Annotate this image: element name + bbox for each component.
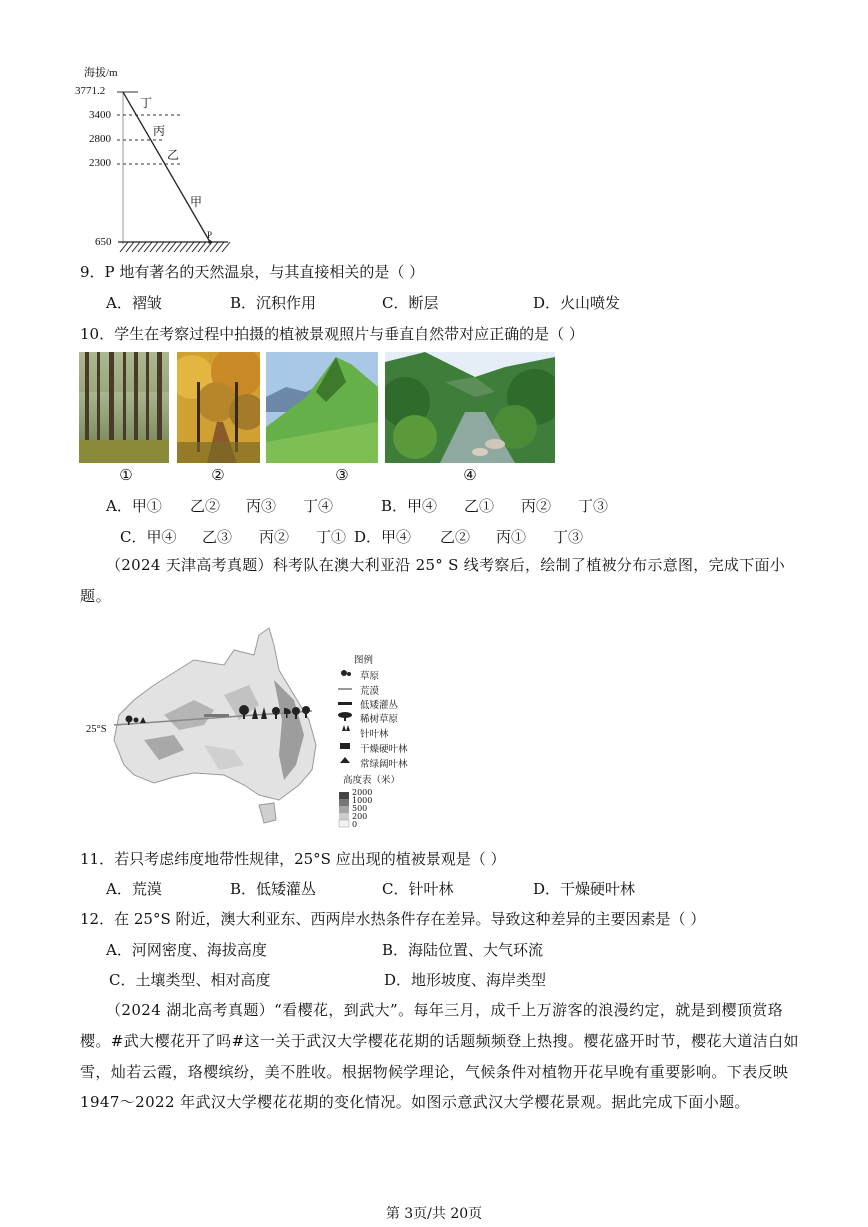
q10-opt-d-ding: 丁③ bbox=[553, 528, 584, 546]
legend-low-shrub: 低矮灌丛 bbox=[360, 700, 399, 711]
australia-vegetation-map bbox=[84, 625, 434, 830]
q10-opt-c-jia: C．甲④ bbox=[120, 528, 177, 546]
q9-option-b: B．沉积作用 bbox=[230, 294, 317, 312]
q11-option-d: D．干燥硬叶林 bbox=[533, 880, 636, 898]
elevation-500: 500 bbox=[352, 804, 368, 813]
q10-opt-a-jia: A．甲① bbox=[106, 497, 162, 515]
q11-option-a: A．荒漠 bbox=[106, 880, 162, 898]
q9-stem: 9．P 地有著名的天然温泉，与其直接相关的是（ ） bbox=[80, 263, 425, 281]
q10-opt-a-yi: 乙② bbox=[190, 497, 221, 515]
photo-1-coniferous-forest bbox=[79, 352, 169, 463]
q10-opt-c-bing: 丙② bbox=[259, 528, 290, 546]
q12-option-a: A．河网密度、海拔高度 bbox=[106, 941, 267, 959]
q10-opt-b-yi: 乙① bbox=[464, 497, 495, 515]
photo-3-alpine-meadow bbox=[266, 352, 378, 463]
profile-yaxis-label: 海拔/m bbox=[84, 67, 118, 79]
intro-tianjin-line2: 题。 bbox=[80, 587, 112, 605]
legend-savanna: 稀树草原 bbox=[360, 714, 399, 725]
elevation-1000: 1000 bbox=[352, 796, 373, 805]
profile-tick-650: 650 bbox=[95, 236, 112, 248]
intro-hubei-line2: 樱。#武大樱花开了吗#这一关于武汉大学樱花花期的话题频频登上热搜。樱花盛开时节，樱花大道洁白如 bbox=[80, 1032, 799, 1050]
q11-option-b: B．低矮灌丛 bbox=[230, 880, 317, 898]
q10-opt-a-ding: 丁④ bbox=[303, 497, 334, 515]
point-p: P bbox=[207, 230, 213, 240]
legend-evergreen-broadleaf: 常绿阔叶林 bbox=[360, 759, 408, 770]
q10-opt-a-bing: 丙③ bbox=[246, 497, 277, 515]
elevation-scale-title: 高度表（米） bbox=[343, 775, 401, 786]
q9-option-d: D．火山喷发 bbox=[533, 294, 621, 312]
q9-option-a: A．褶皱 bbox=[106, 294, 162, 312]
q12-option-c: C．土壤类型、相对高度 bbox=[109, 971, 271, 989]
legend-grassland: 草原 bbox=[360, 671, 380, 682]
elevation-200: 200 bbox=[352, 812, 368, 821]
q11-option-c: C．针叶林 bbox=[382, 880, 454, 898]
q10-opt-b-jia: B．甲④ bbox=[381, 497, 438, 515]
q10-opt-b-bing: 丙② bbox=[521, 497, 552, 515]
photo-4-evergreen-broadleaf-forest bbox=[385, 352, 555, 463]
q12-option-d: D．地形坡度、海岸类型 bbox=[384, 971, 547, 989]
page-footer: 第 3页/共 20页 bbox=[385, 1206, 483, 1222]
profile-tick-2300: 2300 bbox=[89, 157, 111, 169]
intro-tianjin-line1: （2024 天津高考真题）科考队在澳大利亚沿 25° S 线考察后，绘制了植被分布示意图，完成下面小 bbox=[106, 556, 786, 574]
photo-caption-3: ③ bbox=[335, 466, 349, 484]
q10-opt-d-bing: 丙① bbox=[496, 528, 527, 546]
q12-option-b: B．海陆位置、大气环流 bbox=[382, 941, 544, 959]
legend-sclerophyll: 干燥硬叶林 bbox=[360, 744, 408, 755]
photo-caption-2: ② bbox=[211, 466, 225, 484]
photo-2-deciduous-forest bbox=[177, 352, 260, 463]
q10-opt-d-jia: D．甲④ bbox=[354, 528, 412, 546]
q11-stem: 11．若只考虑纬度地带性规律，25°S 应出现的植被景观是（ ） bbox=[80, 850, 506, 868]
zone-ding: 丁 bbox=[140, 96, 153, 110]
zone-jia: 甲 bbox=[190, 195, 203, 209]
q10-opt-d-yi: 乙② bbox=[440, 528, 471, 546]
elevation-0: 0 bbox=[352, 820, 358, 829]
q10-opt-c-yi: 乙③ bbox=[202, 528, 233, 546]
zone-bing: 丙 bbox=[153, 124, 166, 138]
intro-hubei-line1: （2024 湖北高考真题）“看樱花，到武大”。每年三月，成千上万游客的浪漫约定，就是到樱顶赏珞 bbox=[106, 1001, 784, 1019]
q10-opt-c-ding: 丁① bbox=[316, 528, 347, 546]
legend-coniferous: 针叶林 bbox=[360, 729, 389, 740]
q10-opt-b-ding: 丁③ bbox=[578, 497, 609, 515]
q12-stem: 12．在 25°S 附近，澳大利亚东、西两岸水热条件存在差异。导致这种差异的主要因素是（ ） bbox=[80, 910, 706, 928]
q10-stem: 10．学生在考察过程中拍摄的植被景观照片与垂直自然带对应正确的是（ ） bbox=[80, 325, 584, 343]
elevation-2000: 2000 bbox=[352, 788, 373, 797]
profile-tick-2800: 2800 bbox=[89, 133, 111, 145]
zone-yi: 乙 bbox=[167, 148, 180, 162]
intro-hubei-line4: 1947～2022 年武汉大学樱花花期的变化情况。如图示意武汉大学樱花景观。据此完成下面小题。 bbox=[80, 1093, 750, 1111]
profile-tick-3400: 3400 bbox=[89, 109, 111, 121]
photo-caption-1: ① bbox=[119, 466, 133, 484]
legend-title: 图例 bbox=[354, 655, 374, 666]
photo-caption-4: ④ bbox=[463, 466, 477, 484]
intro-hubei-line3: 雪，灿若云霞，珞樱缤纷，美不胜收。根据物候学理论，气候条件对植物开花早晚有重要影响。下表反映 bbox=[80, 1063, 789, 1081]
legend-desert: 荒漠 bbox=[360, 686, 380, 697]
q9-option-c: C．断层 bbox=[382, 294, 439, 312]
profile-tick-3771: 3771.2 bbox=[75, 85, 106, 97]
altitude-profile-diagram bbox=[60, 60, 260, 260]
lat-25s-label: 25°S bbox=[86, 724, 107, 735]
